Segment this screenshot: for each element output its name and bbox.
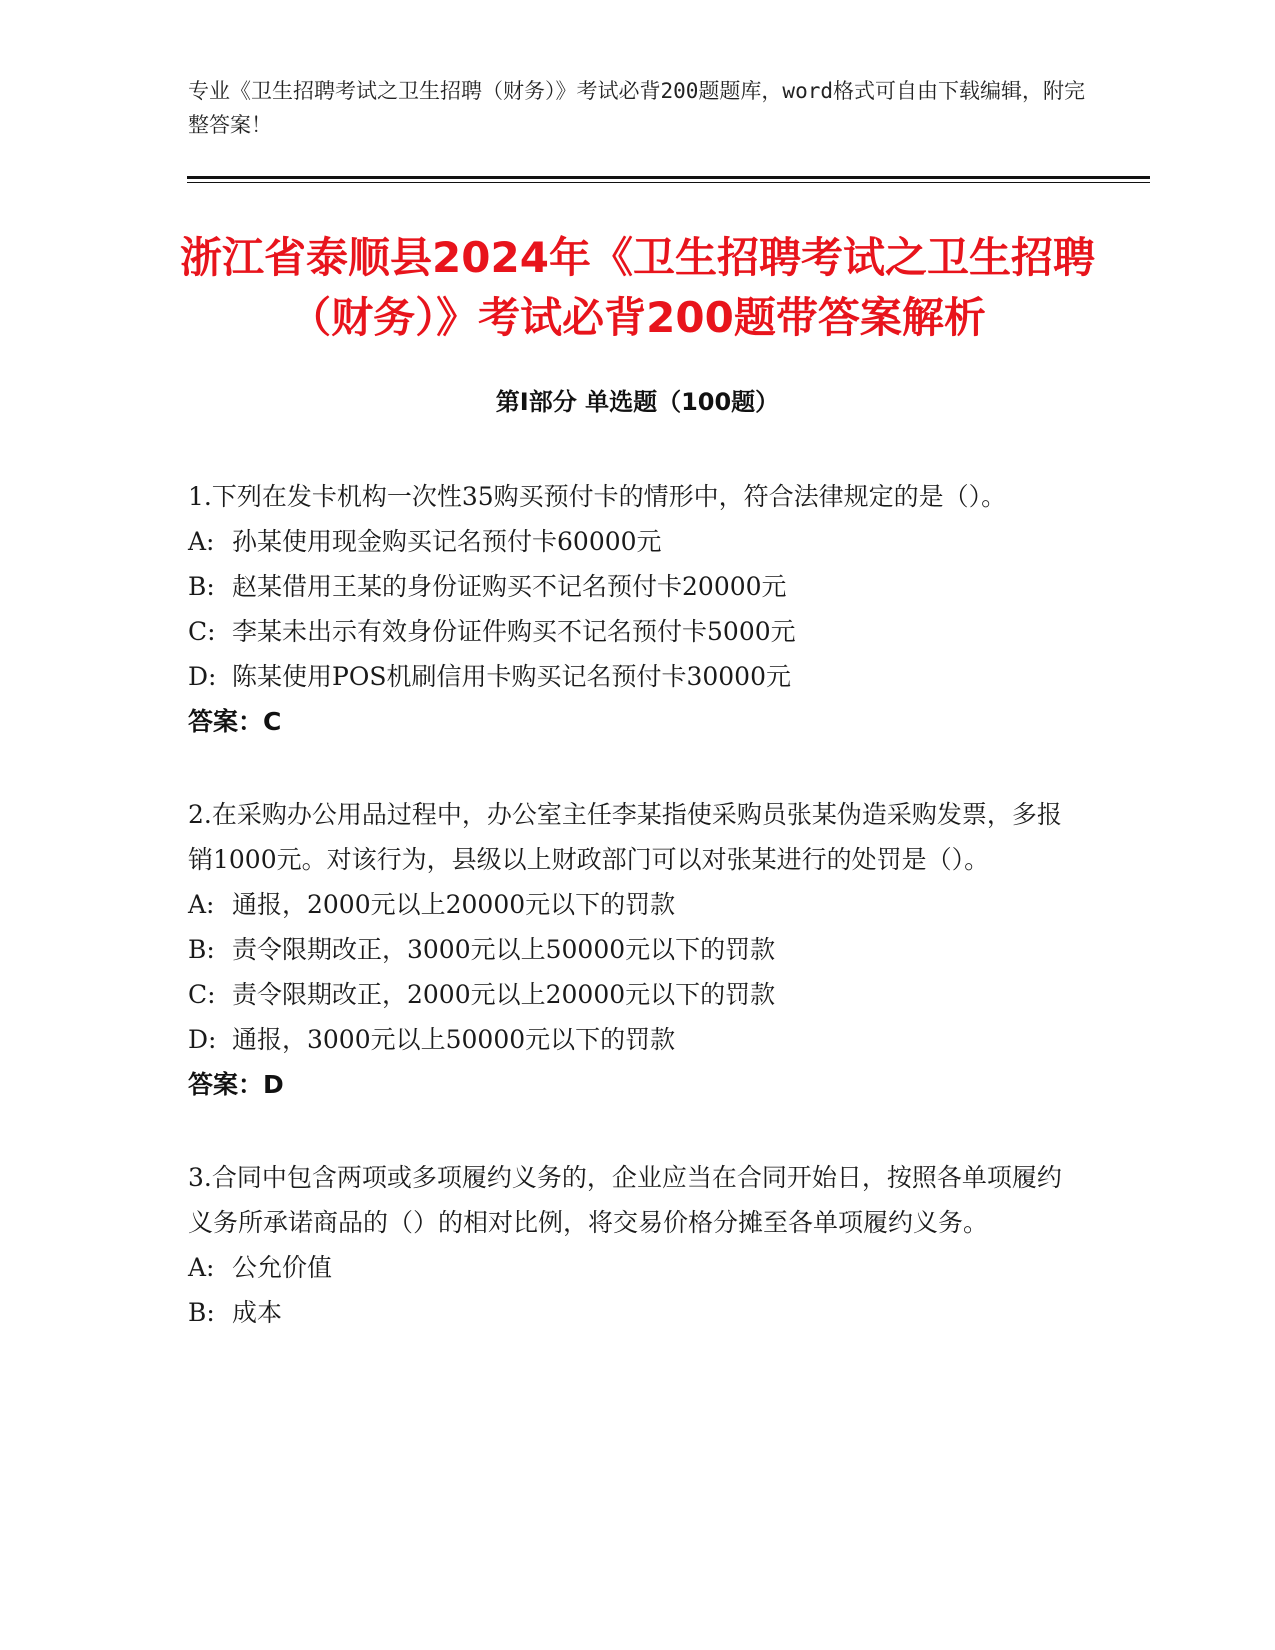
option-key: B: <box>188 1298 215 1327</box>
question-stem: 3.合同中包含两项或多项履约义务的，企业应当在合同开始日，按照各单项履约义务所承诺商品的（）的相对比例，将交易价格分摊至各单项履约义务。 <box>188 1163 1062 1237</box>
option-text: 责令限期改正，2000元以上20000元以下的罚款 <box>232 980 776 1009</box>
option-text: 公允价值 <box>232 1253 333 1282</box>
option-key: A: <box>188 890 215 919</box>
option-c <box>188 972 1068 1017</box>
option-d <box>188 1017 1068 1062</box>
header-note: 专业《卫生招聘考试之卫生招聘（财务）》考试必背200题题库，word格式可自由下载编辑，附完整答案！ <box>188 79 1085 137</box>
question-1 <box>188 474 1068 744</box>
header-rule-thin <box>187 182 1150 183</box>
option-key: D: <box>188 1025 217 1054</box>
option-c <box>188 609 1068 654</box>
option-a <box>188 1245 1068 1290</box>
header-rule-thick <box>187 176 1150 179</box>
option-text: 陈某使用POS机刷信用卡购买记名预付卡30000元 <box>232 662 791 691</box>
option-text: 赵某借用王某的身份证购买不记名预付卡20000元 <box>232 572 787 601</box>
question-2 <box>188 792 1068 1107</box>
question-stem: 2.在采购办公用品过程中，办公室主任李某指使采购员张某伪造采购发票，多报销1000元。对该行为，县级以上财政部门可以对张某进行的处罚是（）。 <box>188 800 1062 874</box>
option-a <box>188 882 1068 927</box>
option-key: B: <box>188 572 215 601</box>
question-list <box>188 474 1068 1383</box>
option-text: 责令限期改正，3000元以上50000元以下的罚款 <box>232 935 776 964</box>
answer-line: 答案：D <box>188 1070 284 1099</box>
option-d <box>188 654 1068 699</box>
question-stem: 1.下列在发卡机构一次性35购买预付卡的情形中，符合法律规定的是（）。 <box>188 482 1007 511</box>
option-text: 成本 <box>232 1298 283 1327</box>
option-b <box>188 1290 1068 1335</box>
option-text: 李某未出示有效身份证件购买不记名预付卡5000元 <box>232 617 796 646</box>
option-key: B: <box>188 935 215 964</box>
option-key: D: <box>188 662 217 691</box>
document-title: 浙江省泰顺县2024年《卫生招聘考试之卫生招聘（财务）》考试必背200题带答案解析 <box>180 233 1095 342</box>
option-key: C: <box>188 980 216 1009</box>
option-text: 孙某使用现金购买记名预付卡60000元 <box>232 527 662 556</box>
option-key: A: <box>188 527 215 556</box>
option-text: 通报，2000元以上20000元以下的罚款 <box>232 890 676 919</box>
question-3 <box>188 1155 1068 1335</box>
option-b <box>188 927 1068 972</box>
option-key: C: <box>188 617 216 646</box>
option-key: A: <box>188 1253 215 1282</box>
option-a <box>188 519 1068 564</box>
answer-line: 答案：C <box>188 707 282 736</box>
option-text: 通报，3000元以上50000元以下的罚款 <box>232 1025 676 1054</box>
option-b <box>188 564 1068 609</box>
section-title: 第Ⅰ部分 单选题（100题） <box>495 388 780 416</box>
